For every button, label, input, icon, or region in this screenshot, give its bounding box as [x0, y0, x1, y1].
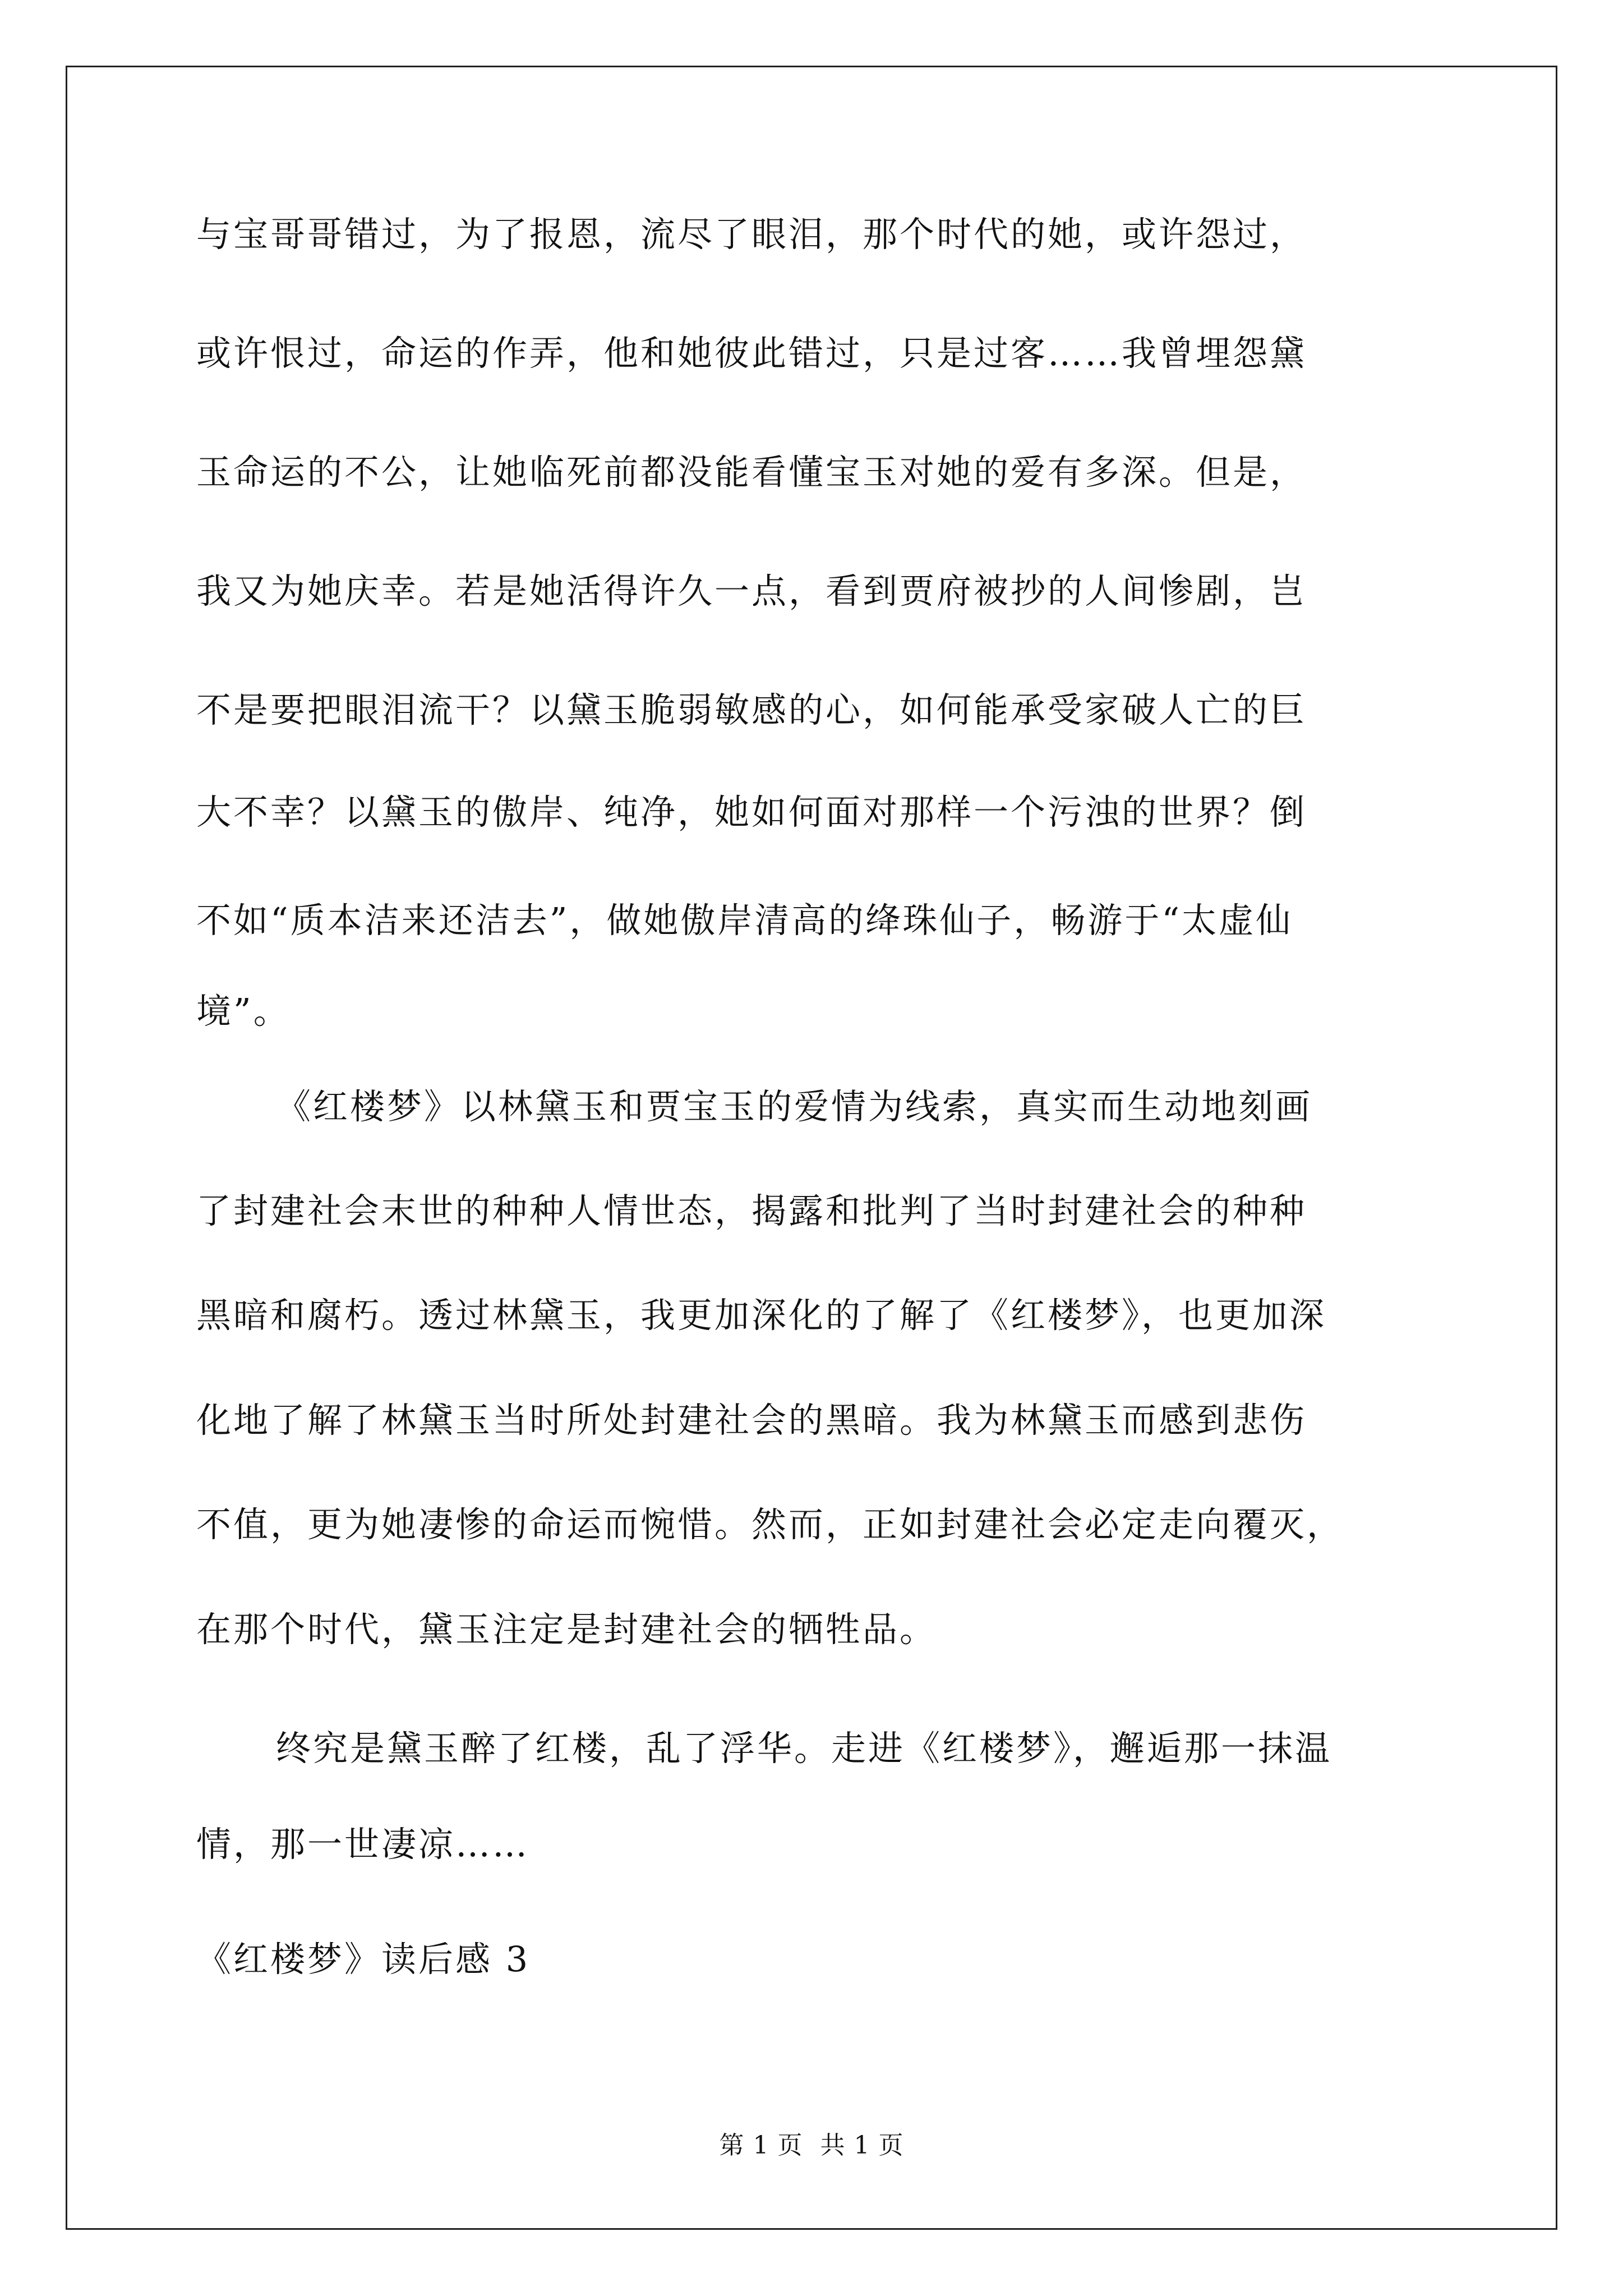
text-line: 大不幸？以黛玉的傲岸、纯净，她如何面对那样一个污浊的世界？倒	[196, 792, 1307, 832]
body-text	[196, 1722, 1464, 1775]
section-heading	[196, 1932, 1464, 1986]
text-line: 境”。	[196, 991, 291, 1032]
text-line: 与宝哥哥错过，为了报恩，流尽了眼泪，那个时代的她，或许怨过，	[196, 214, 1307, 255]
body-text	[196, 445, 1464, 499]
text-line: 黑暗和腐朽。透过林黛玉，我更加深化的了解了《红楼梦》，也更加深	[196, 1295, 1327, 1336]
text-line: 不如“质本洁来还洁去”，做她傲岸清高的绛珠仙子，畅游于“太虚仙	[196, 900, 1293, 941]
body-text	[196, 1393, 1464, 1447]
body-text	[196, 984, 1464, 1038]
page-footer	[0, 2129, 1623, 2162]
page-border	[66, 66, 1557, 2230]
body-text	[196, 785, 1464, 839]
paragraph-start-line: 终究是黛玉醉了红楼，乱了浮华。走进《红楼梦》，邂逅那一抹温	[276, 1728, 1332, 1769]
body-text	[196, 1603, 1464, 1657]
body-text	[196, 1184, 1464, 1238]
body-text	[196, 1498, 1464, 1552]
section-heading-text: 《红楼梦》读后感 3	[196, 1939, 531, 1980]
body-text	[196, 1289, 1464, 1342]
text-line: 不是要把眼泪流干？以黛玉脆弱敏感的心，如何能承受家破人亡的巨	[196, 689, 1307, 730]
body-text	[196, 894, 1464, 947]
text-line: 情，那一世凄凉……	[196, 1824, 530, 1865]
body-text	[196, 1080, 1464, 1134]
body-text	[196, 326, 1464, 380]
text-line: 我又为她庆幸。若是她活得许久一点，看到贾府被抄的人间惨剧，岂	[196, 570, 1307, 611]
page-number-total: 共 1 页	[820, 2131, 904, 2160]
text-line: 了封建社会末世的种种人情世态，揭露和批判了当时封建社会的种种	[196, 1190, 1307, 1231]
page-number-current: 第 1 页	[719, 2131, 803, 2160]
body-text	[196, 683, 1464, 737]
body-text	[196, 564, 1464, 618]
text-line: 化地了解了林黛玉当时所处封建社会的黑暗。我为林黛玉而感到悲伤	[196, 1400, 1307, 1441]
body-text	[196, 208, 1464, 261]
text-line: 或许恨过，命运的作弄，他和她彼此错过，只是过客……我曾埋怨黛	[196, 333, 1307, 374]
text-line: 玉命运的不公，让她临死前都没能看懂宝玉对她的爱有多深。但是，	[196, 452, 1307, 493]
text-line: 不值，更为她凄惨的命运而惋惜。然而，正如封建社会必定走向覆灭，	[196, 1504, 1344, 1545]
paragraph-start-line: 《红楼梦》以林黛玉和贾宝玉的爱情为线索，真实而生动地刻画	[276, 1086, 1313, 1127]
text-line: 在那个时代，黛玉注定是封建社会的牺牲品。	[196, 1609, 937, 1650]
body-text	[196, 1818, 1464, 1871]
